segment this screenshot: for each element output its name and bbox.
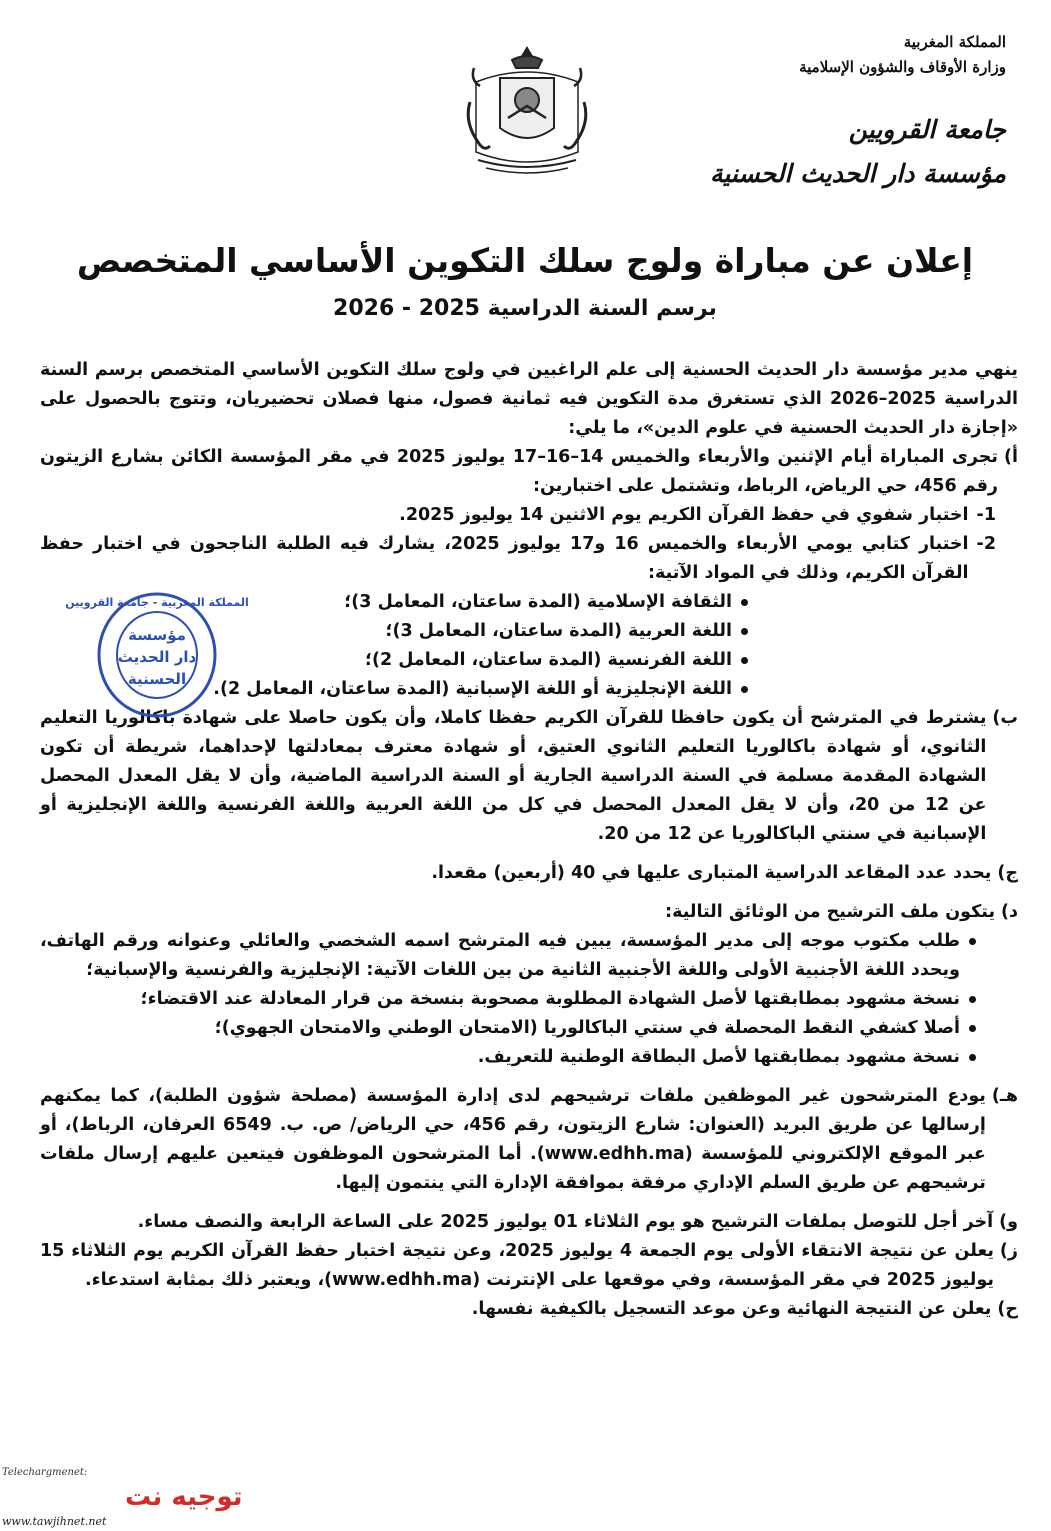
list-item: نسخة مشهود بمطابقتها لأصل الشهادة المطلوبة مصحوبة بنسخة من قرار المعادلة عند الاقتضاء؛: [40, 985, 976, 1014]
section-text: آخر أجل للتوصل بملفات الترشيح هو يوم الثلاثاء 01 يوليوز 2025 على الساعة الرابعة والنصف مساء.: [137, 1212, 994, 1232]
section-ha: [40, 1295, 1018, 1324]
test-label: 2-: [976, 534, 996, 554]
section-z: [40, 1237, 1018, 1295]
section-c: [40, 859, 1018, 888]
test-item: [40, 501, 996, 530]
list-item: اللغة العربية (المدة ساعتان، المعامل 3)؛: [40, 617, 748, 646]
section-text: يتكون ملف الترشيح من الوثائق التالية:: [665, 902, 996, 922]
ministry-header: [686, 30, 1006, 80]
section-w: [40, 1208, 1018, 1237]
section-text: يعلن عن نتيجة الانتقاء الأولى يوم الجمعة 4 يوليوز 2025، وعن نتيجة اختبار حفظ القرآن الكريم يوم الثلاثاء 15 يوليوز 2025 في مقر المؤسسة، وفي موقعها على الإنترنت (www.edhh.ma)، ويعتبر ذلك بمثابة استدعاء.: [40, 1241, 994, 1290]
section-text: يشترط في المترشح أن يكون حافظا للقرآن الكريم حفظا كاملا، وأن يكون حاصلا على شهادة باكالوريا التعليم الثانوي، أو شهادة باكالوريا التعليم الثانوي العتيق، أو شهادة معترف بمعادلتها لإحداهما، شريطة أن تكون الشهادة المقدمة مسلمة في السنة الدراسية الجارية أو السنة الدراسية الماضية، وأن لا يقل المعدل المحصل عن 12 من 20، وأن لا يقل المعدل المحصل في كل من اللغة العربية واللغة الفرنسية واللغة الإنجليزية أو الإسبانية في سنتي الباكالوريا عن 12 من 20.: [40, 708, 987, 844]
watermark-url: www.tawjihnet.net: [2, 1515, 107, 1528]
list-item: طلب مكتوب موجه إلى مدير المؤسسة، يبين فيه المترشح اسمه الشخصي والعائلي وعنوانه ورقم الهاتف، ويحدد اللغة الأجنبية الأولى واللغة الأجنبية الثانية من بين اللغات الآتية: الإنجليزية والفرنسية والإسبانية؛: [40, 927, 976, 985]
kingdom-name: المملكة المغربية: [903, 33, 1006, 51]
official-stamp-icon: [65, 590, 249, 720]
test-item: [40, 530, 996, 588]
announcement-body: [40, 356, 1018, 1324]
university-name: جامعة القرويين: [848, 115, 1006, 144]
stamp-line3: الحسنية: [127, 670, 187, 688]
stamp-ring-text: المملكة المغربية - جامعة القرويين: [65, 596, 249, 609]
section-text: يعلن عن النتيجة النهائية وعن موعد التسجيل بالكيفية نفسها.: [471, 1299, 992, 1319]
section-label: هـ): [991, 1086, 1018, 1106]
watermark-prefix: Telechargmenet:: [2, 1467, 88, 1478]
list-item: أصلا كشفي النقط المحصلة في سنتي الباكالوريا (الامتحان الوطني والامتحان الجهوي)؛: [40, 1014, 976, 1043]
section-text: تجرى المباراة أيام الإثنين والأربعاء والخميس 14–16–17 يوليوز 2025 في مقر المؤسسة الكائن بشارع الزيتون رقم 456، حي الرياض، الرباط، وتشتمل على اختبارين:: [40, 447, 998, 496]
test-text: اختبار كتابي يومي الأربعاء والخميس 16 و17 يوليوز 2025، يشارك فيه الطلبة الناجحون في اختبار حفظ القرآن الكريم، وذلك في المواد الآتية:: [40, 534, 969, 583]
test-text: اختبار شفوي في حفظ القرآن الكريم يوم الاثنين 14 يوليوز 2025.: [399, 505, 969, 525]
section-label: د): [1001, 902, 1018, 922]
university-header: [686, 108, 1006, 196]
list-item: نسخة مشهود بمطابقتها لأصل البطاقة الوطنية للتعريف.: [40, 1043, 976, 1072]
section-a: [40, 443, 1018, 501]
list-item: اللغة الفرنسية (المدة ساعتان، المعامل 2)؛: [40, 646, 748, 675]
list-item: اللغة الإنجليزية أو اللغة الإسبانية (المدة ساعتان، المعامل 2).: [40, 675, 748, 704]
tawjihnet-watermark-icon: [0, 1461, 243, 1531]
stamp-line1: مؤسسة: [128, 626, 186, 644]
section-label: ج): [997, 863, 1018, 883]
section-text: يحدد عدد المقاعد الدراسية المتبارى عليها في 40 (أربعين) مقعدا.: [431, 863, 992, 883]
list-item: الثقافة الإسلامية (المدة ساعتان، المعامل 3)؛: [40, 588, 748, 617]
section-d: [40, 898, 1018, 927]
section-h: [40, 1082, 1018, 1198]
royal-emblem-icon: [456, 42, 598, 182]
section-label: أ): [1004, 447, 1018, 467]
section-label: ب): [992, 708, 1018, 728]
section-label: ح): [997, 1299, 1018, 1319]
documents-list: [40, 927, 1018, 1072]
stamp-line2: دار الحديث: [117, 648, 197, 666]
intro-paragraph: ينهي مدير مؤسسة دار الحديث الحسنية إلى علم الراغبين في ولوج سلك التكوين الأساسي المتخصص برسم السنة الدراسية 2025–2026 الذي تستغرق مدة التكوين فيه ثمانية فصول، منها فصلان تحضيريان، وتتوج بالحصول على «إجازة دار الحديث الحسنية في علوم الدين»، ما يلي:: [40, 360, 1018, 438]
section-text: يودع المترشحون غير الموظفين ملفات ترشيحهم لدى إدارة المؤسسة (مصلحة شؤون الطلبة)، كما يمكنهم إرسالها عن طريق البريد (العنوان: شارع الزيتون، رقم 456، حي الرياض/ ص. ب. 6549 العرفان، الرباط)، أو عبر الموقع الإلكتروني للمؤسسة (www.edhh.ma). أما المترشحون الموظفون فيتعين عليهم إرسال ملفات ترشيحهم عن طريق السلم الإداري مرفقة بموافقة الإدارة التي ينتمون إليها.: [40, 1086, 986, 1193]
section-b: [40, 704, 1018, 849]
ministry-name: وزارة الأوقاف والشؤون الإسلامية: [799, 58, 1006, 76]
section-label: ز): [999, 1241, 1018, 1261]
section-label: و): [999, 1212, 1018, 1232]
page-subtitle: برسم السنة الدراسية 2025 - 2026: [333, 296, 717, 321]
institution-name: مؤسسة دار الحديث الحسنية: [709, 159, 1006, 188]
page-title: إعلان عن مباراة ولوج سلك التكوين الأساسي المتخصص: [76, 241, 974, 280]
test-label: 1-: [976, 505, 996, 525]
watermark-brand: توجيه نت: [125, 1482, 243, 1512]
